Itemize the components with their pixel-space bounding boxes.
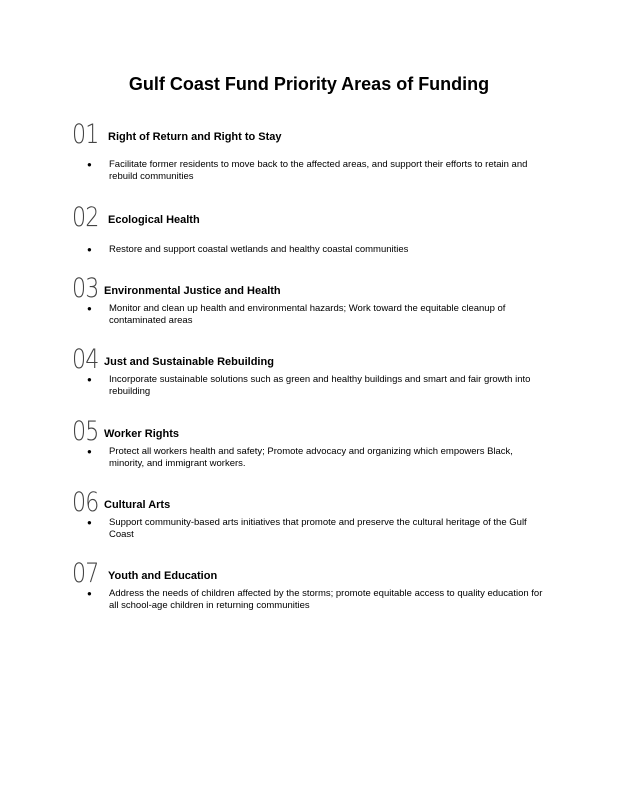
bullet-icon: ● [87,447,92,456]
bullet-icon: ● [87,518,92,527]
bullet-icon: ● [87,375,92,384]
section-heading: Youth and Education [108,570,218,582]
bullet-icon: ● [87,245,92,254]
section-heading: Cultural Arts [104,499,171,511]
section-heading: Right of Return and Right to Stay [108,131,282,143]
section-heading: Ecological Health [108,214,200,226]
section-number: 05 [72,416,99,447]
bullet-icon: ● [87,304,92,313]
section-heading: Just and Sustainable Rebuilding [104,356,274,368]
page-title: Gulf Coast Fund Priority Areas of Funding [128,74,490,94]
section-heading: Environmental Justice and Health [104,285,281,297]
bullet-text: Support community-based arts initiatives that promote and preserve the cultural heritage of the Gulf Coast [109,517,527,540]
bullet-icon: ● [87,589,92,598]
section-number: 06 [72,487,99,518]
section-heading: Worker Rights [104,428,179,440]
bullet-text: Facilitate former residents to move back to the affected areas, and support their efforts to retain and rebuild communities [109,159,528,182]
section-number: 07 [72,558,99,589]
bullet-text: Protect all workers health and safety; Promote advocacy and organizing which empowers Black, minority, and immigrant workers. [109,446,513,469]
section-number: 04 [72,344,99,375]
section-number: 02 [72,202,99,233]
bullet-text: Incorporate sustainable solutions such as green and healthy buildings and smart and fair growth into rebuilding [109,374,531,397]
bullet-text: Address the needs of children affected by the storms; promote equitable access to quality education for all school-age children in returning communities [109,588,543,611]
section-number: 01 [72,119,99,150]
bullet-icon: ● [87,160,92,169]
section-number: 03 [72,273,99,304]
bullet-text: Monitor and clean up health and environmental hazards; Work toward the equitable cleanup of contaminated areas [109,303,506,326]
bullet-text: Restore and support coastal wetlands and healthy coastal communities [109,244,409,255]
